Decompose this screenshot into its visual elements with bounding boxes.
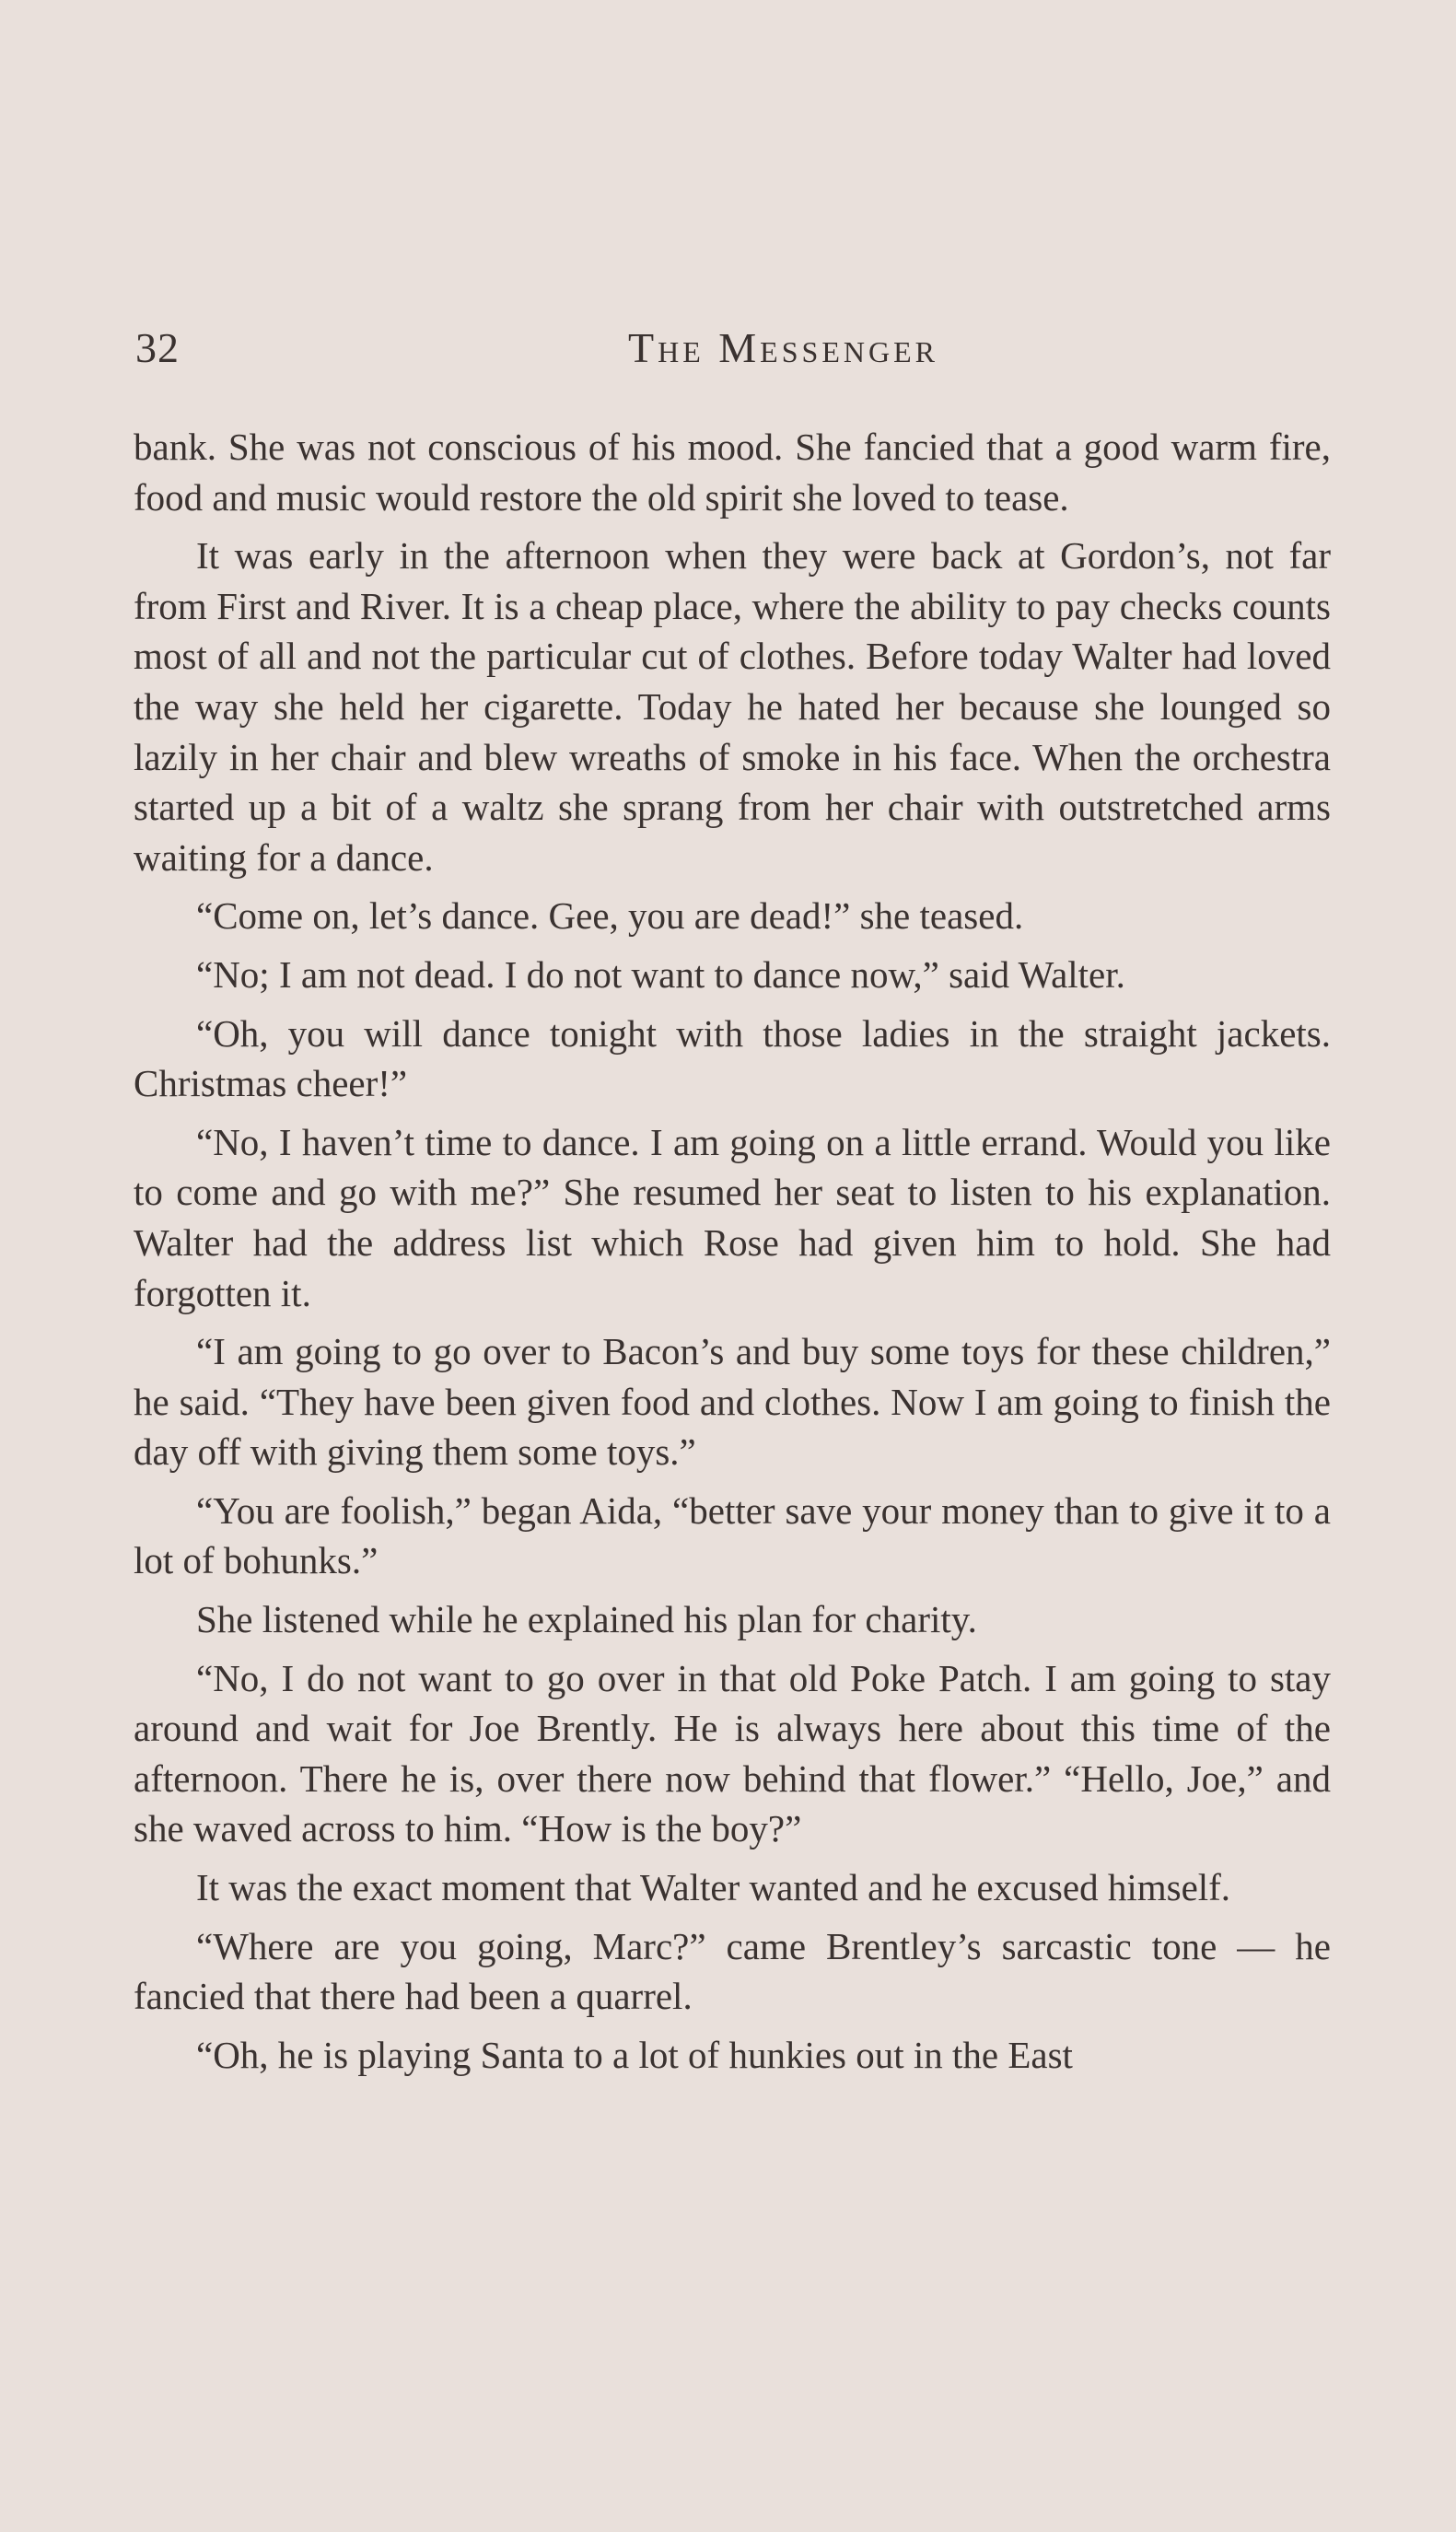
paragraph: She listened while he explained his plan for charity. — [196, 1598, 977, 1641]
running-head — [135, 321, 1330, 376]
paragraph: “Oh, you will dance tonight with those ladies in the straight jackets. Christmas cheer!” — [134, 1011, 1331, 1105]
paragraph: “You are foolish,” began Aida, “better save your money than to give it to a lot of bohunks.” — [134, 1488, 1331, 1582]
page-number: 32 — [135, 324, 180, 371]
paragraph-continued: bank. She was not conscious of his mood. She fancied that a good warm fire, food and music would restore the old spirit she loved to tease. — [134, 426, 1331, 519]
paragraph: “I am going to go over to Bacon’s and buy some toys for these children,” he said. “They have been given food and clothes. Now I am going to finish the day off with giving them some toys.” — [134, 1330, 1331, 1474]
book-title: The Messenger — [628, 324, 938, 371]
paragraph: It was early in the afternoon when they were back at Gordon’s, not far from First and River. It is a cheap place, where the ability to pay checks counts most of all and not the particular cut of clothes. Before today Walter had loved the way she held her cigarette. Today he hated her because she lounged so lazily in her chair and blew wreaths of smoke in his face. When the orchestra started up a bit of a waltz she sprang from her chair with outstretched arms waiting for a dance. — [134, 534, 1331, 879]
paragraph: “Where are you going, Marc?” came Brentley’s sarcastic tone — he fancied that there had been a quarrel. — [134, 1924, 1331, 2018]
paragraph: It was the exact moment that Walter wanted and he excused himself. — [196, 1866, 1231, 1909]
paragraph: “No, I haven’t time to dance. I am going on a little errand. Would you like to come and go with me?” She resumed her seat to listen to his explanation. Walter had the address list which Rose had given him to hold. She had forgotten it. — [134, 1120, 1331, 1314]
body-text — [134, 422, 1331, 2088]
paragraph: “No; I am not dead. I do not want to dance now,” said Walter. — [196, 952, 1125, 996]
paragraph: “Come on, let’s dance. Gee, you are dead!” she teased. — [196, 894, 1024, 938]
paragraph: “No, I do not want to go over in that old Poke Patch. I am going to stay around and wait for Joe Brently. He is always here about this time of the afternoon. There he is, over there now behind that flower.” “Hello, Joe,” and she waved across to him. “How is the boy?” — [134, 1656, 1331, 1850]
paragraph-final: “Oh, he is playing Santa to a lot of hunkies out in the East — [196, 2033, 1073, 2076]
